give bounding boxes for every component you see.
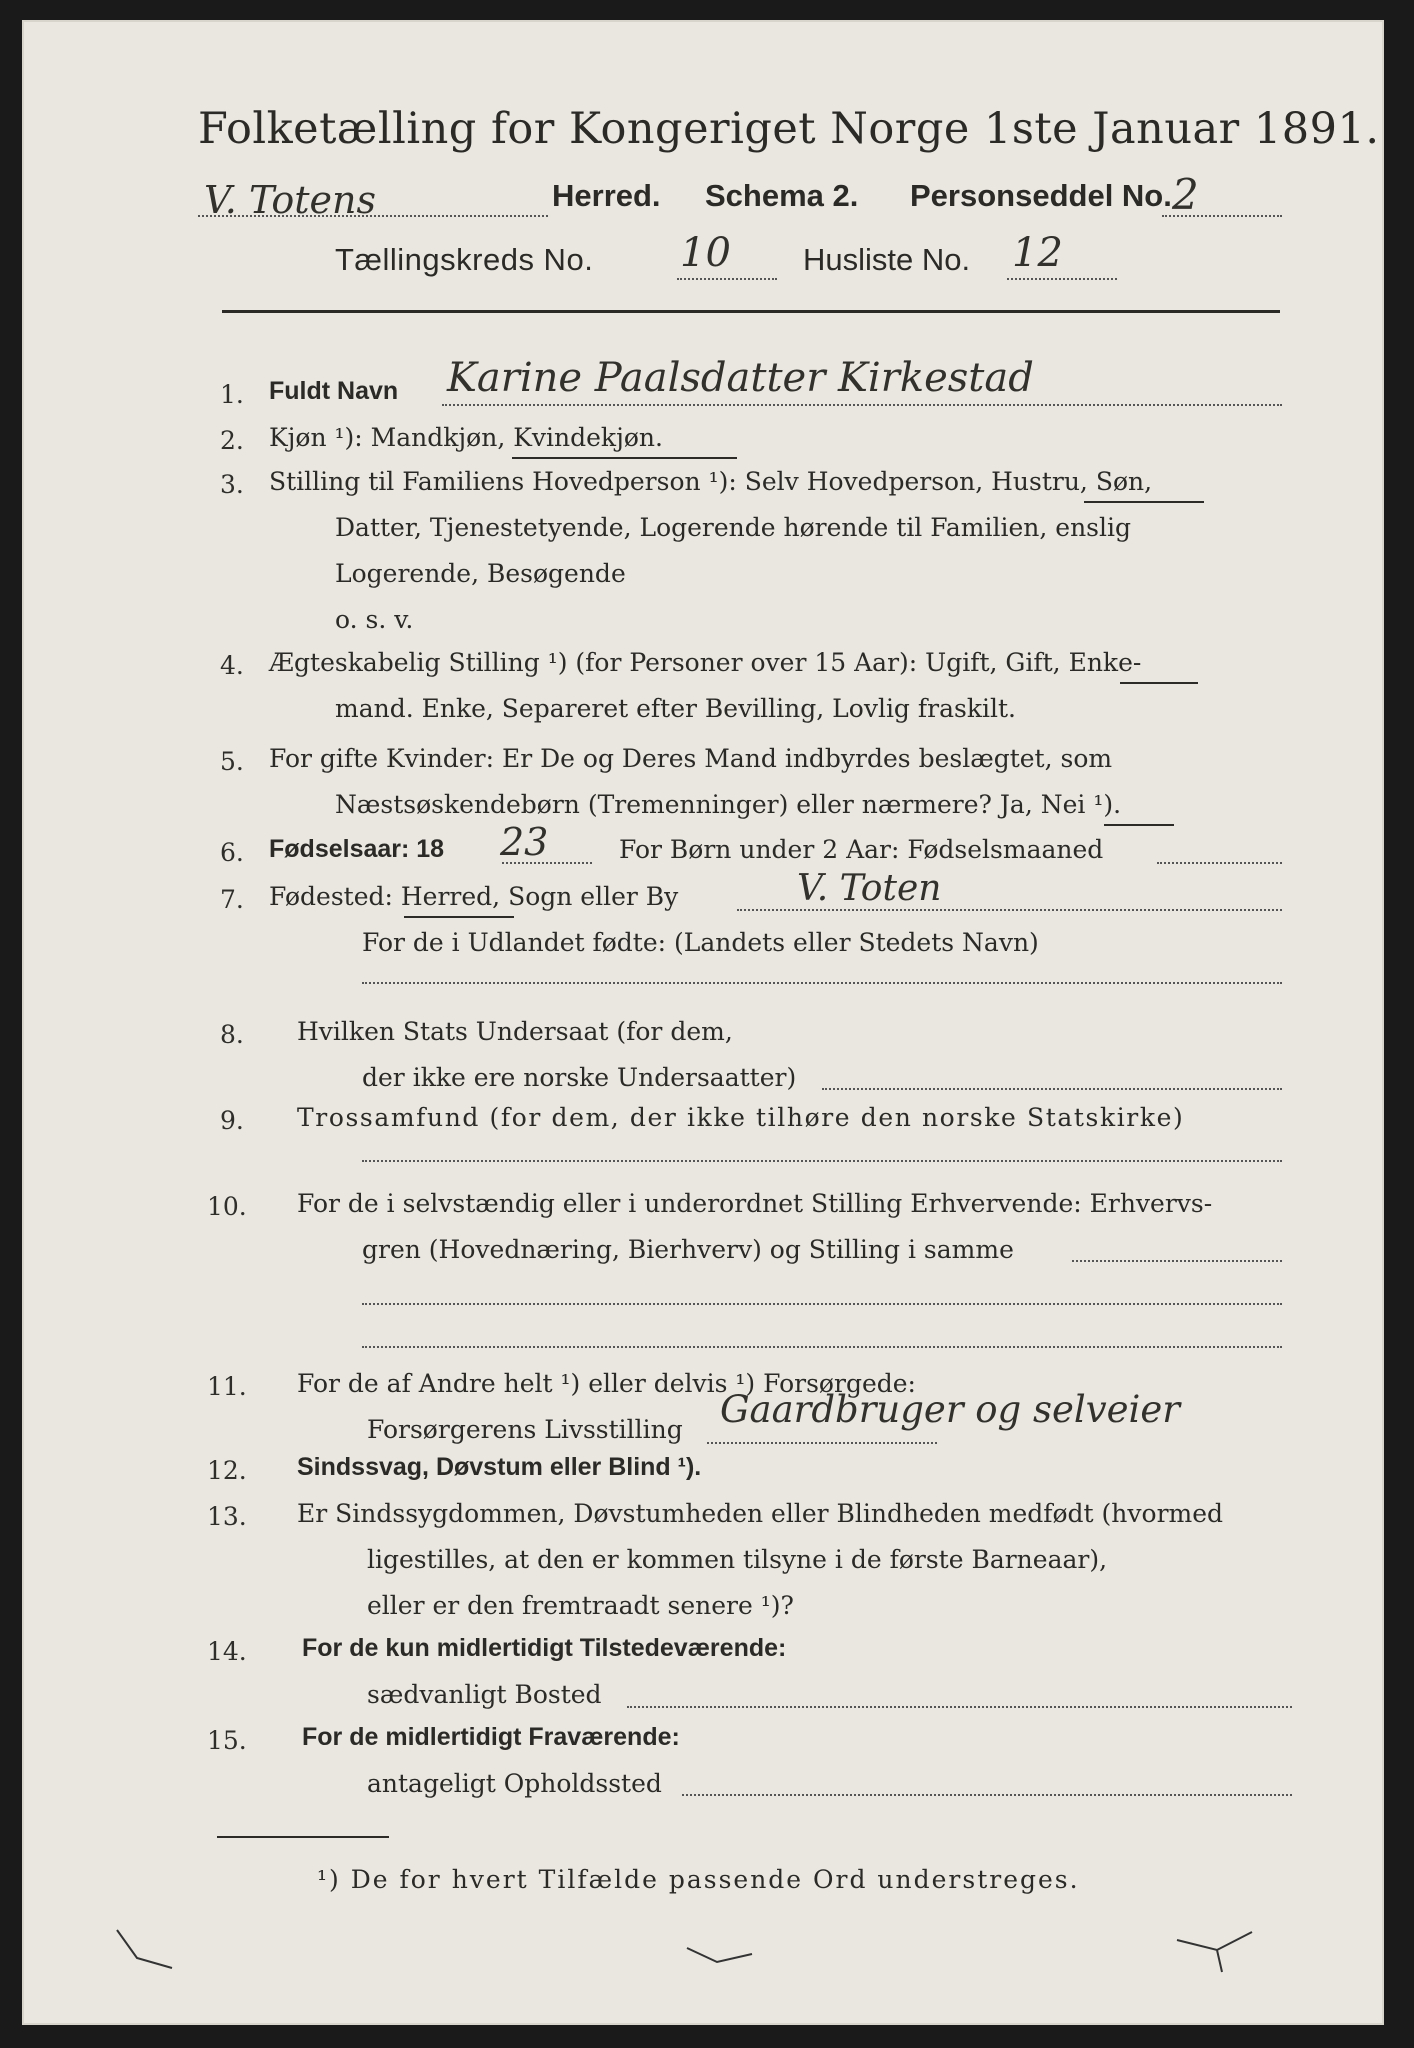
item-3-line-2: Datter, Tjenestetyende, Logerende hørende til Familien, enslig <box>335 513 1132 542</box>
item-11-line-1: For de af Andre helt ¹) eller delvis ¹) Forsørgede: <box>297 1369 916 1398</box>
item-8-line-1: Hvilken Stats Undersaat (for dem, <box>297 1017 733 1046</box>
item-1-number: 1. <box>220 380 244 409</box>
item-6-year-value: 23 <box>500 820 549 864</box>
schema-label: Schema 2. <box>705 178 859 213</box>
personseddel-label: Personseddel No. <box>910 178 1172 213</box>
item-2-underline-kvindekjon <box>512 457 737 459</box>
herred-value: V. Totens <box>204 178 376 222</box>
item-10-dotline-2 <box>362 1303 1282 1305</box>
item-7-abroad-dotline <box>362 982 1282 984</box>
item-3-underline-hustru <box>1084 501 1204 503</box>
item-5-line-2: Næstsøskendebørn (Tremenninger) eller nærmere? Ja, Nei ¹). <box>335 790 1122 819</box>
form-title: Folketælling for Kongeriget Norge 1ste Januar 1891. <box>198 104 1380 154</box>
item-4-line-1: Ægteskabelig Stilling ¹) (for Personer over 15 Aar): Ugift, Gift, Enke- <box>269 648 1142 677</box>
item-4-underline-gift <box>1120 682 1198 684</box>
item-12-number: 12. <box>207 1456 247 1485</box>
husliste-value: 12 <box>1012 230 1063 276</box>
item-3-number: 3. <box>220 470 244 499</box>
item-1-label: Fuldt Navn <box>269 377 399 405</box>
item-15-dotline <box>682 1794 1292 1796</box>
pen-marks <box>22 1910 1384 1990</box>
personseddel-dotline <box>1162 215 1282 217</box>
item-10-dotline-1 <box>1072 1260 1282 1262</box>
item-6-year-dotline <box>502 862 592 864</box>
husliste-label: Husliste No. <box>803 242 971 277</box>
item-14-line-2: sædvanligt Bosted <box>367 1680 602 1709</box>
item-3-line-4: o. s. v. <box>335 605 414 634</box>
herred-dotline <box>198 215 548 217</box>
item-15-line-2: antageligt Opholdssted <box>367 1769 662 1798</box>
item-2-text: Kjøn ¹): Mandkjøn, Kvindekjøn. <box>269 423 663 452</box>
item-13-number: 13. <box>207 1502 247 1531</box>
item-4-number: 4. <box>220 651 244 680</box>
item-7-line-2: For de i Udlandet fødte: (Landets eller Stedets Navn) <box>362 928 1039 957</box>
item-3-line-3: Logerende, Besøgende <box>335 559 626 588</box>
item-11-number: 11. <box>207 1372 247 1401</box>
item-10-dotline-3 <box>362 1346 1282 1348</box>
item-4-line-2: mand. Enke, Separeret efter Bevilling, Lovlig fraskilt. <box>335 694 1016 723</box>
personseddel-value: 2 <box>1172 170 1199 219</box>
item-6-rest: For Børn under 2 Aar: Fødselsmaaned <box>619 835 1104 864</box>
item-2-number: 2. <box>220 426 244 455</box>
item-7-dotline <box>737 909 1282 911</box>
item-5-number: 5. <box>220 747 244 776</box>
item-13-line-1: Er Sindssygdommen, Døvstumheden eller Blindheden medfødt (hvormed <box>297 1499 1224 1528</box>
header-rule <box>222 310 1280 313</box>
item-11-provider-value: Gaardbruger og selveier <box>720 1388 1180 1431</box>
item-12-line-1: Sindssvag, Døvstum eller Blind ¹). <box>297 1453 702 1481</box>
item-7-birthplace-value: V. Toten <box>797 868 942 909</box>
item-14-number: 14. <box>207 1637 247 1666</box>
item-3-line-1: Stilling til Familiens Hovedperson ¹): Selv Hovedperson, Hustru, Søn, <box>269 467 1153 496</box>
item-15-line-1: For de midlertidigt Fraværende: <box>302 1723 680 1751</box>
item-14-line-1: For de kun midlertidigt Tilstedeværende: <box>302 1634 787 1662</box>
item-15-number: 15. <box>207 1726 247 1755</box>
item-6-number: 6. <box>220 838 244 867</box>
herred-label: Herred. <box>552 178 661 213</box>
item-9-line-1: Trossamfund (for dem, der ikke tilhøre den norske Statskirke) <box>297 1103 1185 1132</box>
item-8-line-2: der ikke ere norske Undersaatter) <box>362 1063 797 1092</box>
census-form-page <box>22 20 1384 2025</box>
item-11-dotline <box>707 1442 937 1444</box>
item-8-number: 8. <box>220 1020 244 1049</box>
item-7-label: Fødested: Herred, Sogn eller By <box>269 882 679 911</box>
item-9-dotline <box>362 1160 1282 1162</box>
item-5-underline-nei <box>1104 824 1174 826</box>
kreds-dotline <box>677 278 777 280</box>
footnote-rule <box>217 1836 389 1838</box>
item-9-number: 9. <box>220 1106 244 1135</box>
item-1-dotline <box>442 404 1282 406</box>
item-14-dotline <box>627 1706 1292 1708</box>
item-10-line-1: For de i selvstændig eller i underordnet Stilling Erhvervende: Erhvervs- <box>297 1189 1213 1218</box>
item-7-number: 7. <box>220 885 244 914</box>
kreds-value: 10 <box>680 230 731 276</box>
husliste-dotline <box>1007 278 1117 280</box>
item-6-month-dotline <box>1157 862 1282 864</box>
item-11-line-2: Forsørgerens Livsstilling <box>367 1415 683 1444</box>
item-13-line-2: ligestilles, at den er kommen tilsyne i de første Barneaar), <box>367 1545 1108 1574</box>
item-10-number: 10. <box>207 1192 247 1221</box>
item-5-line-1: For gifte Kvinder: Er De og Deres Mand indbyrdes beslægtet, som <box>269 744 1113 773</box>
footnote: ¹) De for hvert Tilfælde passende Ord understreges. <box>317 1865 1080 1894</box>
item-1-name-value: Karine Paalsdatter Kirkestad <box>447 355 1034 401</box>
item-10-line-2: gren (Hovednæring, Bierhverv) og Stilling i samme <box>362 1235 1014 1264</box>
kreds-label: Tællingskreds No. <box>335 242 594 277</box>
item-8-dotline <box>822 1088 1282 1090</box>
item-7-underline-herred <box>404 916 514 918</box>
item-13-line-3: eller er den fremtraadt senere ¹)? <box>367 1591 794 1620</box>
item-6-label: Fødselsaar: 18 <box>269 835 445 863</box>
